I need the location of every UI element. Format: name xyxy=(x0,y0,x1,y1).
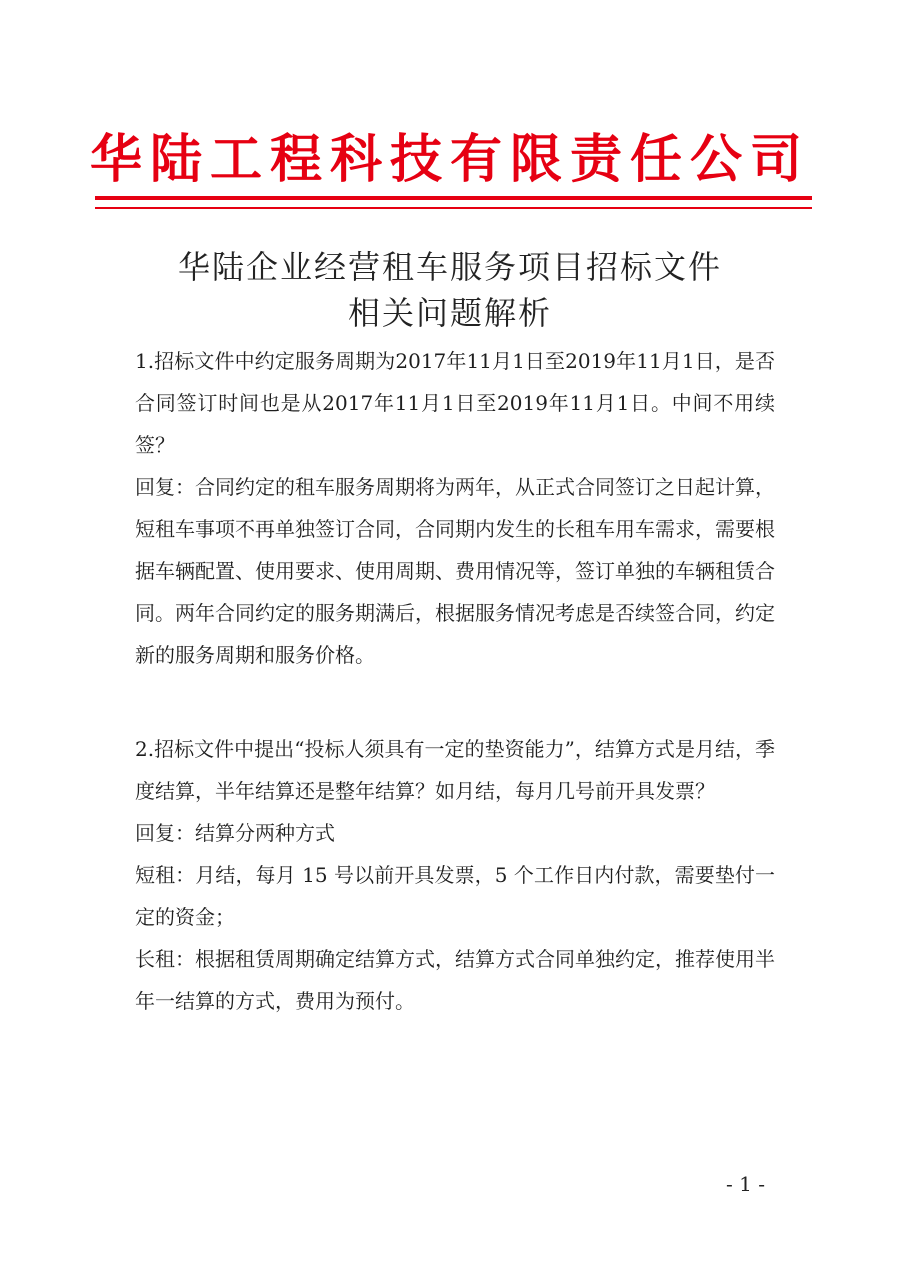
document-body xyxy=(135,340,775,1022)
answer-2-short-term: 短租：月结，每月 15 号以前开具发票，5 个工作日内付款，需要垫付一定的资金； xyxy=(135,863,775,929)
company-name: 华陆工程科技有限责任公司 xyxy=(89,130,810,190)
paragraph-gap xyxy=(135,676,775,728)
letterhead xyxy=(0,128,900,192)
page-number: - 1 - xyxy=(726,1172,765,1196)
answer-1: 回复：合同约定的租车服务周期将为两年，从正式合同签订之日起计算，短租车事项不再单独签订合同，合同期内发生的长租车用车需求，需要根据车辆配置、使用要求、使用周期、费用情况等，签订单独的车辆租赁合同。两年合同约定的服务期满后，根据服务情况考虑是否续签合同，约定新的服务周期和服务价格。 xyxy=(135,475,775,667)
answer-2-long-term: 长租：根据租赁周期确定结算方式，结算方式合同单独约定，推荐使用半年一结算的方式，费用为预付。 xyxy=(135,947,775,1013)
document-title-line-1: 华陆企业经营租车服务项目招标文件 xyxy=(177,248,722,286)
letterhead-rule-thin xyxy=(95,207,812,209)
document-title-line-2: 相关问题解析 xyxy=(347,294,552,332)
letterhead-rule-thick xyxy=(95,196,812,200)
answer-2: 回复：结算分两种方式 xyxy=(135,821,335,845)
question-1: 1.招标文件中约定服务周期为2017年11月1日至2019年11月1日，是否合同签订时间也是从2017年11月1日至2019年11月1日。中间不用续签？ xyxy=(135,349,775,457)
question-2: 2.招标文件中提出“投标人须具有一定的垫资能力”，结算方式是月结，季度结算，半年结算还是整年结算？如月结，每月几号前开具发票？ xyxy=(135,737,775,803)
